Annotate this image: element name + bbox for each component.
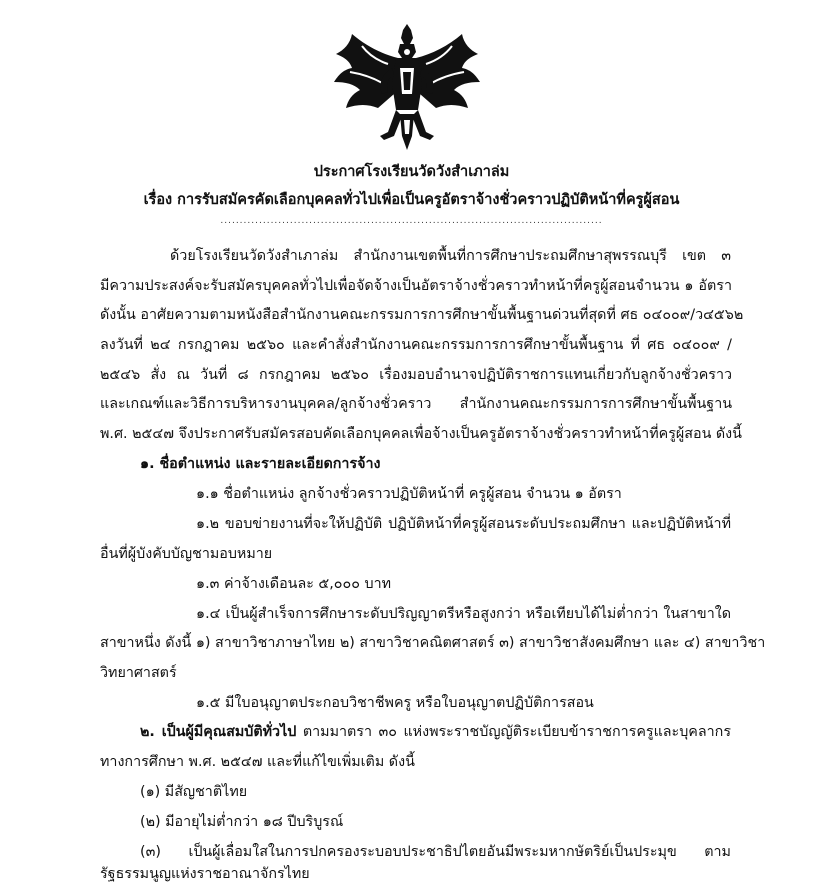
intro-line-5: ๒๕๔๖ สั่ง ณ วันที่ ๘ กรกฎาคม ๒๕๖๐ เรื่องมอบอำนาจปฏิบัติราชการแทนเกี่ยวกับลูกจ้างชั่วคราว (100, 367, 732, 383)
section-2-line-2: ทางการศึกษา พ.ศ. ๒๕๔๗ และที่แก้ไขเพิ่มเติม ดังนี้ (100, 754, 415, 770)
item-1-1: ๑.๑ ชื่อตำแหน่ง ลูกจ้างชั่วคราวปฏิบัติหน้าที่ ครูผู้สอน จำนวน ๑ อัตรา (196, 486, 622, 502)
criterion-1: (๑) มีสัญชาติไทย (140, 784, 248, 800)
announcement-subject: เรื่อง การรับสมัครคัดเลือกบุคคลทั่วไปเพื่อเป็นครูอัตราจ้างชั่วคราวปฏิบัติหน้าที่ครูผู้สอน (143, 192, 680, 208)
intro-line-2: มีความประสงค์จะรับสมัครบุคคลทั่วไปเพื่อจัดจ้างเป็นอัตราจ้างชั่วคราวทำหน้าที่ครูผู้สอนจำนวน ๑ อัตรา (100, 278, 732, 294)
intro-line-1: ด้วยโรงเรียนวัดวังสำเภาล่ม สำนักงานเขตพื้นที่การศึกษาประถมศึกษาสุพรรณบุรี เขต ๓ (170, 248, 731, 264)
announcement-title: ประกาศโรงเรียนวัดวังสำเภาล่ม (313, 164, 510, 180)
item-1-3: ๑.๓ ค่าจ้างเดือนละ ๕,๐๐๐ บาท (196, 576, 392, 592)
criterion-2: (๒) มีอายุไม่ต่ำกว่า ๑๘ ปีบริบูรณ์ (140, 814, 344, 830)
section-2-heading-rest: ตามมาตรา ๓๐ แห่งพระราชบัญญัติระเบียบข้าราชการครูและบุคลากร (296, 724, 731, 740)
item-1-4-line-1: ๑.๔ เป็นผู้สำเร็จการศึกษาระดับปริญญาตรีหรือสูงกว่า หรือเทียบได้ไม่ต่ำกว่า ในสาขาใด (196, 606, 731, 622)
criterion-3-line-1: (๓) เป็นผู้เลื่อมใสในการปกครองระบอบประชาธิปไตยอันมีพระมหากษัตริย์เป็นประมุข ตาม (140, 844, 731, 860)
item-1-2-line-1: ๑.๒ ขอบข่ายงานที่จะให้ปฏิบัติ ปฏิบัติหน้าที่ครูผู้สอนระดับประถมศึกษา และปฏิบัติหน้าที่ (196, 516, 731, 532)
item-1-4-line-2: สาขาหนึ่ง ดังนี้ ๑) สาขาวิชาภาษาไทย ๒) สาขาวิชาคณิตศาสตร์ ๓) สาขาวิชาสังคมศึกษา และ ๔) สาขาวิชา (100, 635, 766, 651)
intro-line-6: และเกณฑ์และวิธีการบริหารงานบุคคล/ลูกจ้างชั่วคราว สำนักงานคณะกรรมการการศึกษาขั้นพื้นฐาน (100, 396, 732, 412)
section-1-heading: ๑. ชื่อตำแหน่ง และรายละเอียดการจ้าง (140, 456, 381, 472)
section-2-heading: ๒. เป็นผู้มีคุณสมบัติทั่วไป (140, 724, 297, 740)
intro-line-7: พ.ศ. ๒๕๔๗ จึงประกาศรับสมัครสอบคัดเลือกบุคคลเพื่อจ้างเป็นครูอัตราจ้างชั่วคราวทำหน้าที่ครูผู้สอน ดังนี้ (100, 426, 742, 442)
criterion-3-line-2: รัฐธรรมนูญแห่งราชอาณาจักรไทย (100, 866, 310, 882)
item-1-5: ๑.๕ มีใบอนุญาตประกอบวิชาชีพครู หรือใบอนุญาตปฏิบัติการสอน (196, 695, 594, 711)
item-1-4-line-3: วิทยาศาสตร์ (100, 665, 177, 681)
intro-line-4: ลงวันที่ ๒๔ กรกฎาคม ๒๕๖๐ และคำสั่งสำนักงานคณะกรรมการการศึกษาขั้นพื้นฐาน ที่ ศธ ๐๔๐๐๙ / (100, 337, 732, 353)
section-2-heading-line (140, 722, 731, 742)
separator-line: ................................................................................................... (220, 216, 603, 226)
intro-line-3: ดังนั้น อาศัยความตามหนังสือสำนักงานคณะกรรมการการศึกษาขั้นพื้นฐานด่วนที่สุดที่ ศธ ๐๔๐๐๙/ว๔๕๖๒ (100, 307, 744, 323)
garuda-emblem (332, 24, 482, 152)
item-1-2-line-2: อื่นที่ผู้บังคับบัญชามอบหมาย (100, 546, 273, 562)
